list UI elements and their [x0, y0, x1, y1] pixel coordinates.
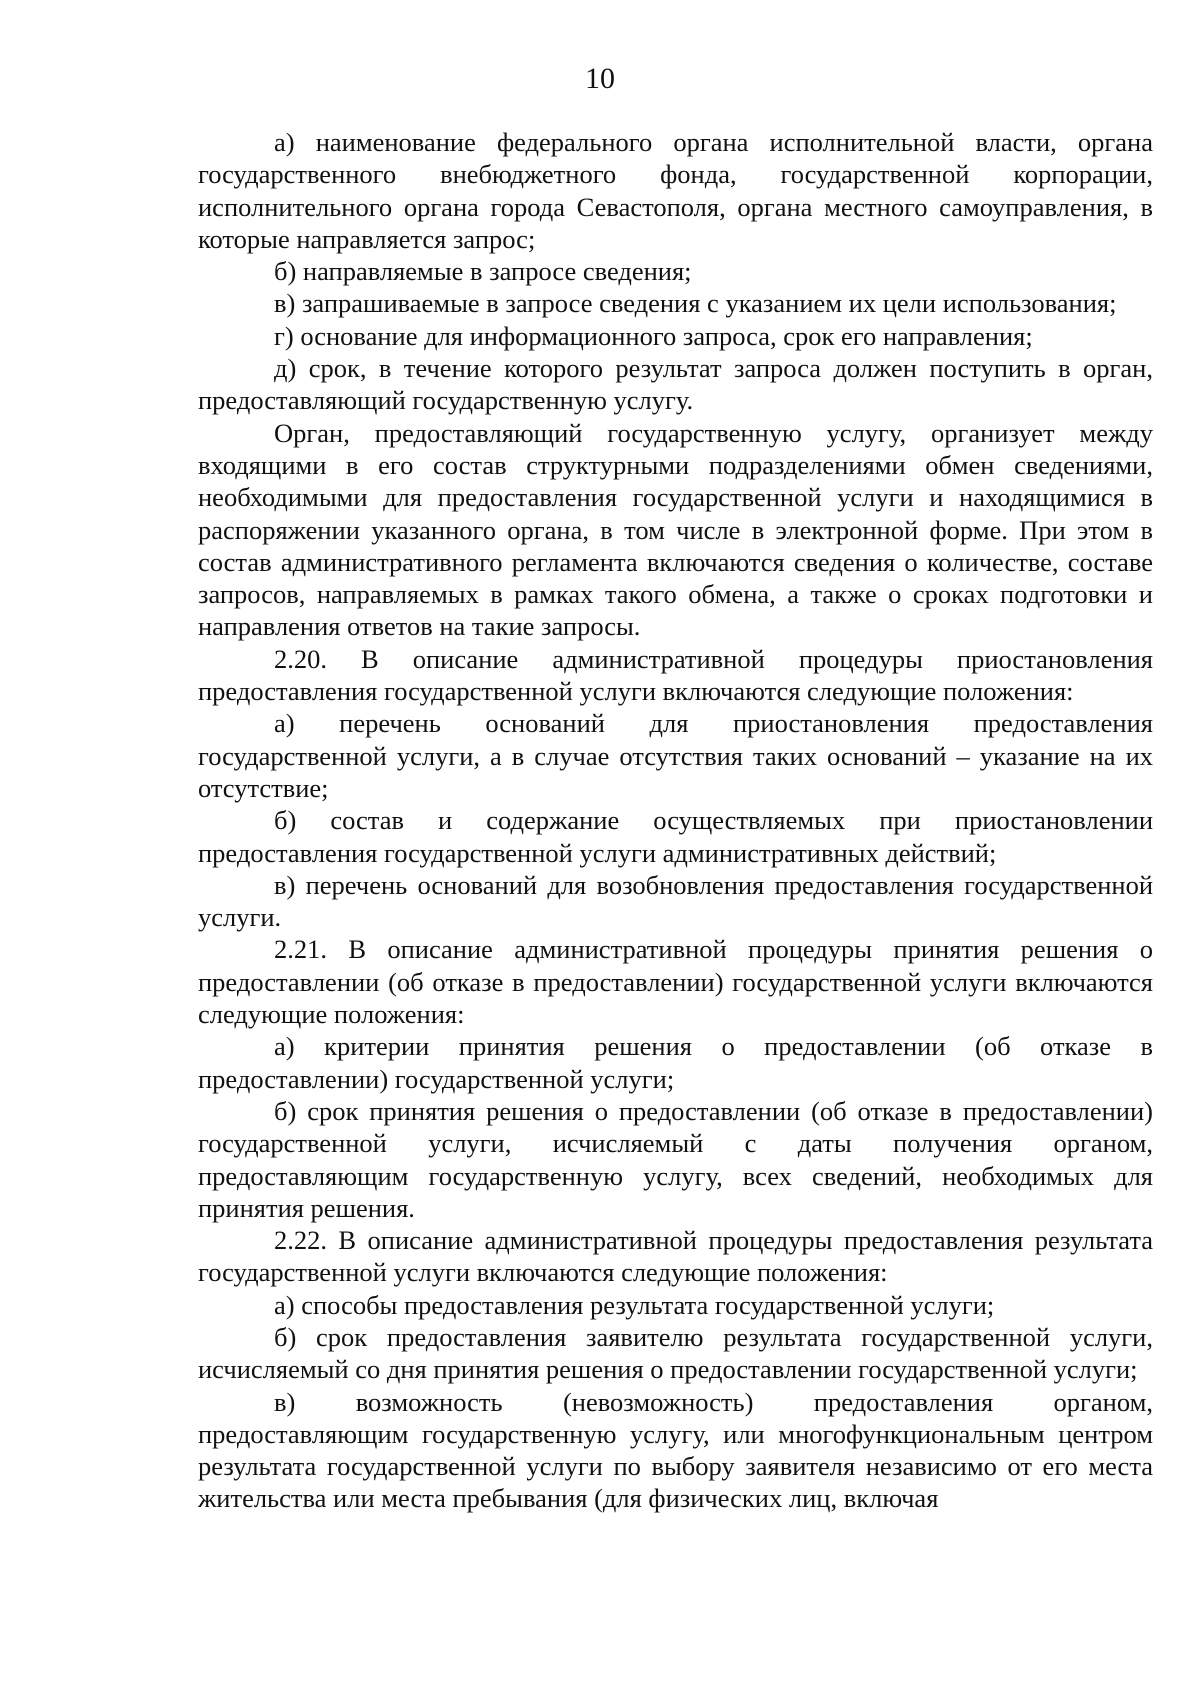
paragraph: Орган, предоставляющий государственную услугу, организует между входящими в его состав структурными подразделениями обмен сведениями, необходимыми для предоставления государственной услуги и находящимися в распоряжении указанного органа, в том числе в электронной форме. При этом в состав административного регламента включаются сведения о количестве, составе запросов, направляемых в рамках такого обмена, а также о сроках подготовки и направления ответов на такие запросы. — [198, 417, 1153, 642]
paragraph: а) перечень оснований для приостановления предоставления государственной услуги, а в случае отсутствия таких оснований – указание на их отсутствие; — [198, 708, 1153, 803]
paragraph: а) критерии принятия решения о предоставлении (об отказе в предоставлении) государственной услуги; — [198, 1031, 1153, 1094]
paragraph: а) способы предоставления результата государственной услуги; — [274, 1289, 995, 1320]
paragraph: а) наименование федерального органа исполнительной власти, органа государственного внебюджетного фонда, государственной корпорации, исполнительного органа города Севастополя, органа местного самоуправления, в которые направляется запрос; — [198, 127, 1153, 254]
paragraph: 2.21. В описание административной процедуры принятия решения о предоставлении (об отказе в предоставлении) государственной услуги включаются следующие положения: — [198, 934, 1153, 1030]
paragraph: г) основание для информационного запроса, срок его направления; — [274, 320, 1033, 351]
paragraph: в) возможность (невозможность) предоставления органом, предоставляющим государственную услугу, или многофункциональным центром результата государственной услуги по выбору заявителя независимо от его места жительства или места пребывания (для физических лиц, включая — [198, 1386, 1153, 1514]
paragraph: д) срок, в течение которого результат запроса должен поступить в орган, предоставляющий государственную услугу. — [198, 353, 1153, 416]
paragraph: в) запрашиваемые в запросе сведения с указанием их цели использования; — [274, 288, 1117, 319]
paragraph: б) состав и содержание осуществляемых при приостановлении предоставления государственной услуги административных действий; — [198, 805, 1153, 868]
paragraph: б) срок принятия решения о предоставлении (об отказе в предоставлении) государственной услуги, исчисляемый с даты получения органом, предоставляющим государственную услугу, всех сведений, необходимых для принятия решения. — [198, 1095, 1153, 1223]
paragraph: 2.22. В описание административной процедуры предоставления результата государственной услуги включаются следующие положения: — [198, 1225, 1153, 1288]
paragraph: б) направляемые в запросе сведения; — [274, 256, 692, 287]
page-number: 10 — [585, 62, 615, 95]
paragraph: 2.20. В описание административной процедуры приостановления предоставления государственной услуги включаются следующие положения: — [198, 643, 1153, 707]
paragraph: б) срок предоставления заявителю результата государственной услуги, исчисляемый со дня принятия решения о предоставлении государственной услуги; — [198, 1321, 1153, 1385]
paragraph: в) перечень оснований для возобновления предоставления государственной услуги. — [198, 869, 1153, 933]
document-body — [198, 126, 1153, 1515]
